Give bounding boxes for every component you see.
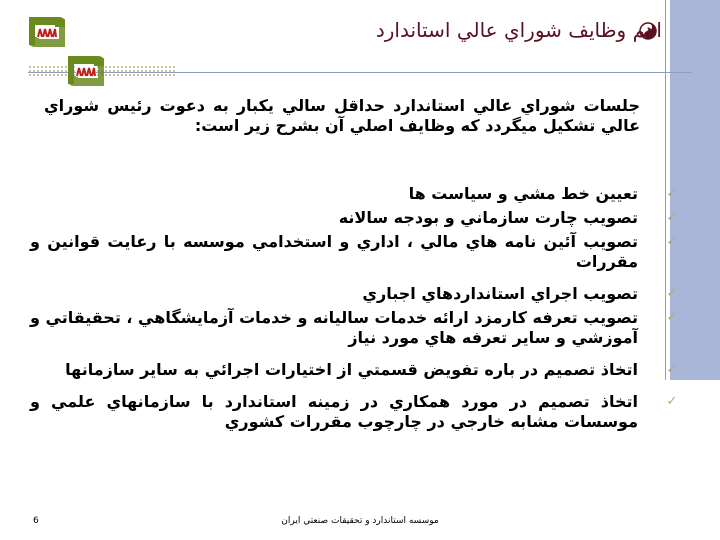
footer-text: موسسه استاندارد و تحقيقات صنعتي ايران bbox=[281, 516, 439, 526]
list-item bbox=[30, 208, 682, 228]
isiri-logo-icon bbox=[64, 52, 108, 90]
slide-title: اهم وظايف شوراي عالي استاندارد bbox=[375, 18, 662, 42]
list-item-text: اتخاذ تصميم در مورد همكاري در زمينه استاندارد با سازمانهاي علمي و موسسات مشابه خارجي در چارچوب مقررات كشوري bbox=[30, 392, 638, 431]
list-item bbox=[30, 360, 682, 380]
list-item-text: تصويب آئين نامه هاي مالي ، اداري و استخدامي موسسه با رعايت قوانين و مقررات bbox=[30, 232, 638, 271]
list-item-text: تصويب اجراي استانداردهاي اجباري bbox=[362, 284, 638, 303]
check-icon: ✓ bbox=[666, 234, 678, 249]
list-item-text: تصويب چارت سازماني و بودجه سالانه bbox=[338, 208, 638, 227]
duties-list bbox=[30, 184, 682, 432]
list-item-text: تصويب تعرفه كارمزد ارائه خدمات ساليانه و خدمات آزمايشگاهي ، تحقيقاتي و آموزشي و ساير تعرفه هاي مورد نياز bbox=[30, 308, 638, 347]
list-item-text: اتخاذ تصميم در باره تفويض قسمتي از اختيارات اجرائي به ساير سازمانها bbox=[65, 360, 638, 379]
check-icon: ✓ bbox=[666, 310, 678, 325]
check-icon: ✓ bbox=[666, 362, 678, 377]
check-icon: ✓ bbox=[666, 394, 678, 409]
list-item bbox=[30, 308, 682, 348]
header-rule bbox=[28, 72, 692, 73]
list-item-text: تعيين خط مشي و سياست ها bbox=[408, 184, 638, 203]
intro-paragraph: جلسات شوراي عالي استاندارد حداقل سالي يكبار به دعوت رئيس شوراي عالي تشكيل ميگردد كه وظايف اصلي آن بشرح زير است: bbox=[44, 96, 640, 135]
page-number: 6 bbox=[33, 516, 39, 526]
list-item bbox=[30, 392, 682, 432]
list-item bbox=[30, 184, 682, 204]
isiri-logo-icon bbox=[25, 13, 69, 51]
list-item bbox=[30, 284, 682, 304]
list-item bbox=[30, 232, 682, 272]
check-icon: ✓ bbox=[666, 186, 678, 201]
check-icon: ✓ bbox=[666, 286, 678, 301]
check-icon: ✓ bbox=[666, 210, 678, 225]
